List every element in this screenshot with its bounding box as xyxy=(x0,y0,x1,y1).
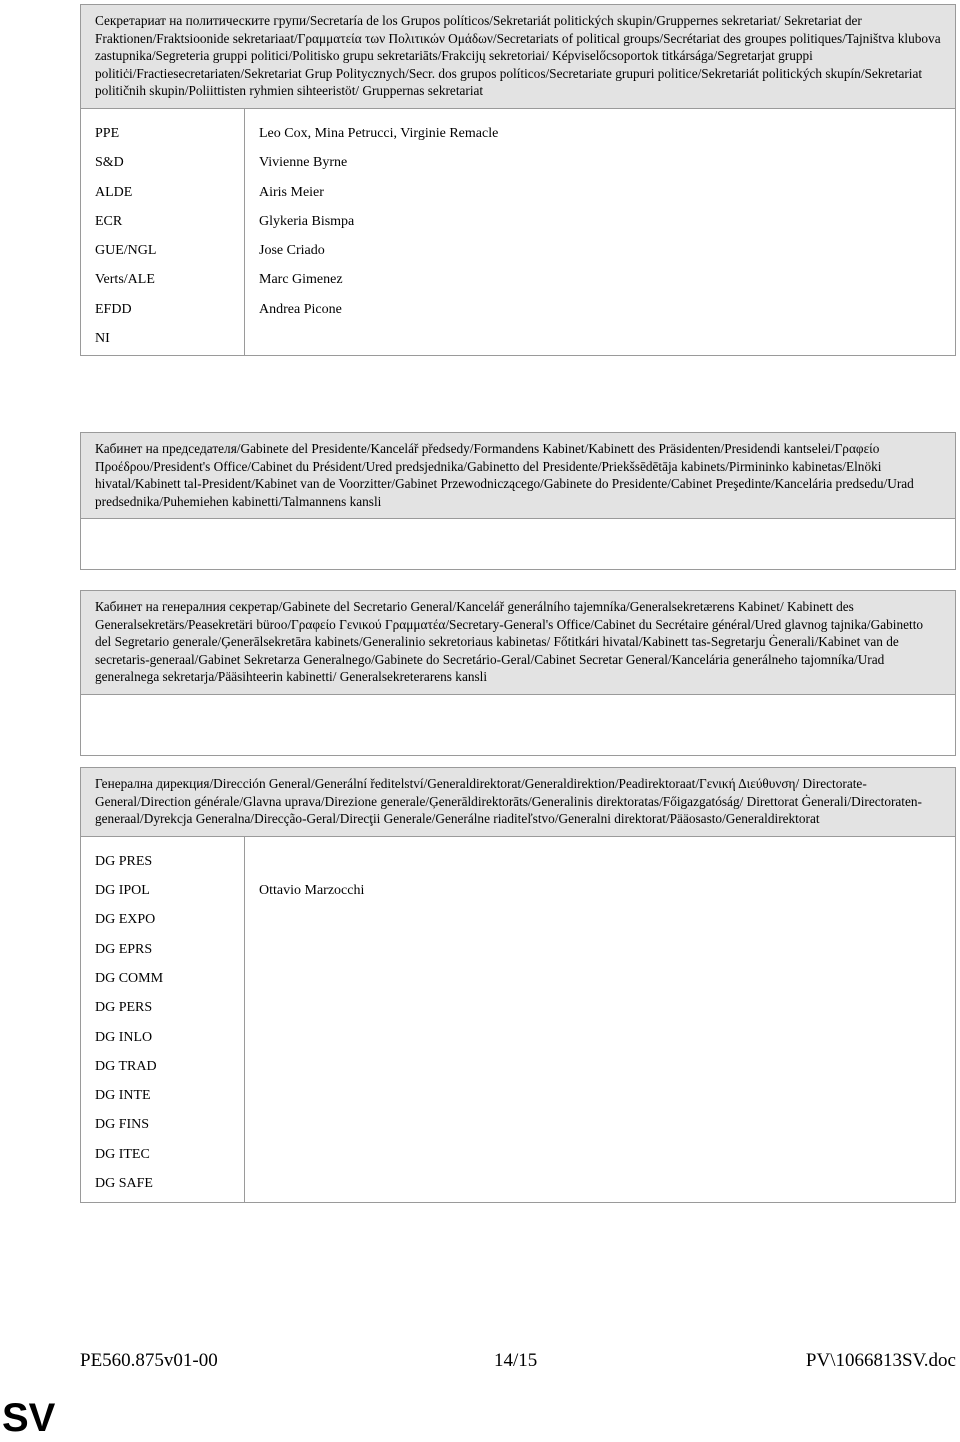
group-member-names: Airis Meier xyxy=(259,184,324,200)
group-code: EFDD xyxy=(95,301,132,317)
group-member-names: Marc Gimenez xyxy=(259,272,343,288)
group-member-names: Vivienne Byrne xyxy=(259,155,348,171)
dg-table xyxy=(80,767,956,1203)
group-member-names: Andrea Picone xyxy=(259,301,342,317)
groups-body xyxy=(81,108,955,355)
group-list xyxy=(81,109,245,355)
secgen-office-header: Кабинет на генералния секретар/Gabinete del Secretario General/Kancelář generálního tajemníka/Generalsekretærens Kabinet/ Kabinett des Generalsekretärs/Peasekretäri büroo/Γραφείο Γενικού Γραμματέα/Secretary-General's Office/Cabinet du Secrétaire général/Ured glavnog tajnika/Gabinetto del Segretario generale/Ģenerālsekretāra kabinets/Generalinio sekretoriaus kabinetas/ Főtitkári hivatal/Kabinett tas-Segretarju Ġenerali/Kabinet van de secretaris-generaal/Gabinet Sekretarza Generalnego/Gabinete do Secretário-Geral/Cabinet Secretar General/Kancelária generálneho tajomníka/Urad generalnega sekretarja/Pääsihteerin kabinetti/ Generalsekreterarens kansli xyxy=(81,591,955,694)
group-code: ECR xyxy=(95,213,123,229)
president-office-content xyxy=(81,518,955,569)
dg-staff-names xyxy=(259,905,955,934)
group-member-names: Glykeria Bismpa xyxy=(259,213,355,229)
dg-staff-names xyxy=(259,847,955,876)
dg-code: DG SAFE xyxy=(95,1176,153,1192)
dg-staff-names xyxy=(259,993,955,1022)
dg-code: DG EPRS xyxy=(95,941,153,957)
group-names xyxy=(245,109,955,355)
dg-code: DG IPOL xyxy=(95,883,150,899)
dg-list xyxy=(81,837,245,1202)
dg-code: DG PRES xyxy=(95,853,153,869)
group-code: PPE xyxy=(95,125,120,141)
dg-staff-names xyxy=(259,1081,955,1110)
footer-doc-ref: PE560.875v01-00 xyxy=(80,1350,218,1371)
dg-staff-names xyxy=(259,1169,955,1198)
dg-staff-names xyxy=(259,935,955,964)
group-code: S&D xyxy=(95,155,124,171)
dg-header: Генерална дирекция/Dirección General/Generální ředitelství/Generaldirektorat/Generaldirektion/Peadirektoraat/Γενική Διεύθυνση/ Directorate-General/Direction générale/Glavna uprava/Direzione generale/Ģenerāldirektorāts/Generalinis direktoratas/Főigazgatóság/ Direttorat Ġenerali/Directoraten-generaal/Dyrekcja Generalna/Direcção-Geral/Direcţii Generale/Generálne riaditeľstvo/Generalni direktorat/Pääosasto/Generaldirektorat xyxy=(81,768,955,836)
dg-staff-names xyxy=(259,1023,955,1052)
president-office-table xyxy=(80,432,956,570)
group-code: GUE/NGL xyxy=(95,243,157,259)
group-member-names: Leo Cox, Mina Petrucci, Virginie Remacle xyxy=(259,125,499,141)
groups-header: Секретариат на политическите групи/Secretaría de los Grupos políticos/Sekretariát politických skupin/Gruppernes sekretariat/ Sekretariat der Fraktionen/Fraktsioonide sekretariaat/Γραμματεία των Πολιτικών Ομάδων/Secretariats of political groups/Secrétariat des groupes politiques/Tajništva klubova zastupnika/Segreteria gruppi politici/Politisko grupu sekretariāts/Frakcijų sekretoriai/ Képviselőcsoportok titkársága/Segretarjat gruppi politiċi/Fractiesecretariaten/Sekretariat Grup Politycznych/Secr. dos grupos políticos/Secretariate grupuri politice/Sekretariát politických skupín/Sekretariat političnih skupin/Poliittisten ryhmien sihteeristöt/ Gruppernas sekretariat xyxy=(81,5,955,108)
group-code: NI xyxy=(95,331,110,347)
dg-code: DG PERS xyxy=(95,1000,153,1016)
dg-code: DG ITEC xyxy=(95,1146,150,1162)
language-code: SV xyxy=(2,1396,56,1440)
dg-body xyxy=(81,836,955,1202)
secgen-office-table xyxy=(80,590,956,756)
dg-staff-names xyxy=(259,1052,955,1081)
dg-staff-names xyxy=(259,1140,955,1169)
footer-file-name: PV\1066813SV.doc xyxy=(805,1350,956,1371)
dg-code: DG INLO xyxy=(95,1029,153,1045)
group-code: ALDE xyxy=(95,184,133,200)
dg-staff-names xyxy=(259,1110,955,1139)
dg-staff-names xyxy=(259,964,955,993)
dg-code: DG EXPO xyxy=(95,912,156,928)
group-code: Verts/ALE xyxy=(95,272,155,288)
dg-staff-names: Ottavio Marzocchi xyxy=(259,883,365,899)
group-member-names xyxy=(259,324,955,353)
footer-page-number: 14/15 xyxy=(494,1350,538,1371)
dg-code: DG COMM xyxy=(95,970,164,986)
president-office-header: Кабинет на председателя/Gabinete del Presidente/Kancelář předsedy/Formandens Kabinet/Kabinett des Präsidenten/Presidendi kantselei/Γραφείο Προέδρου/President's Office/Cabinet du Président/Ured predsjednika/Gabinetto del Presidente/Priekšsēdētāja kabinets/Pirmininko kabinetas/Elnöki hivatal/Kabinett tal-President/Kabinet van de Voorzitter/Gabinet Przewodniczącego/Gabinete do Presidente/Cabinet Preşedinte/Kancelária predsedu/Urad predsednika/Puhemiehen kabinetti/Talmannens kansli xyxy=(81,433,955,518)
dg-code: DG TRAD xyxy=(95,1058,157,1074)
groups-table xyxy=(80,4,956,356)
secgen-office-content xyxy=(81,694,955,755)
dg-code: DG INTE xyxy=(95,1088,151,1104)
dg-names xyxy=(245,837,955,1202)
dg-code: DG FINS xyxy=(95,1117,150,1133)
group-member-names: Jose Criado xyxy=(259,243,325,259)
